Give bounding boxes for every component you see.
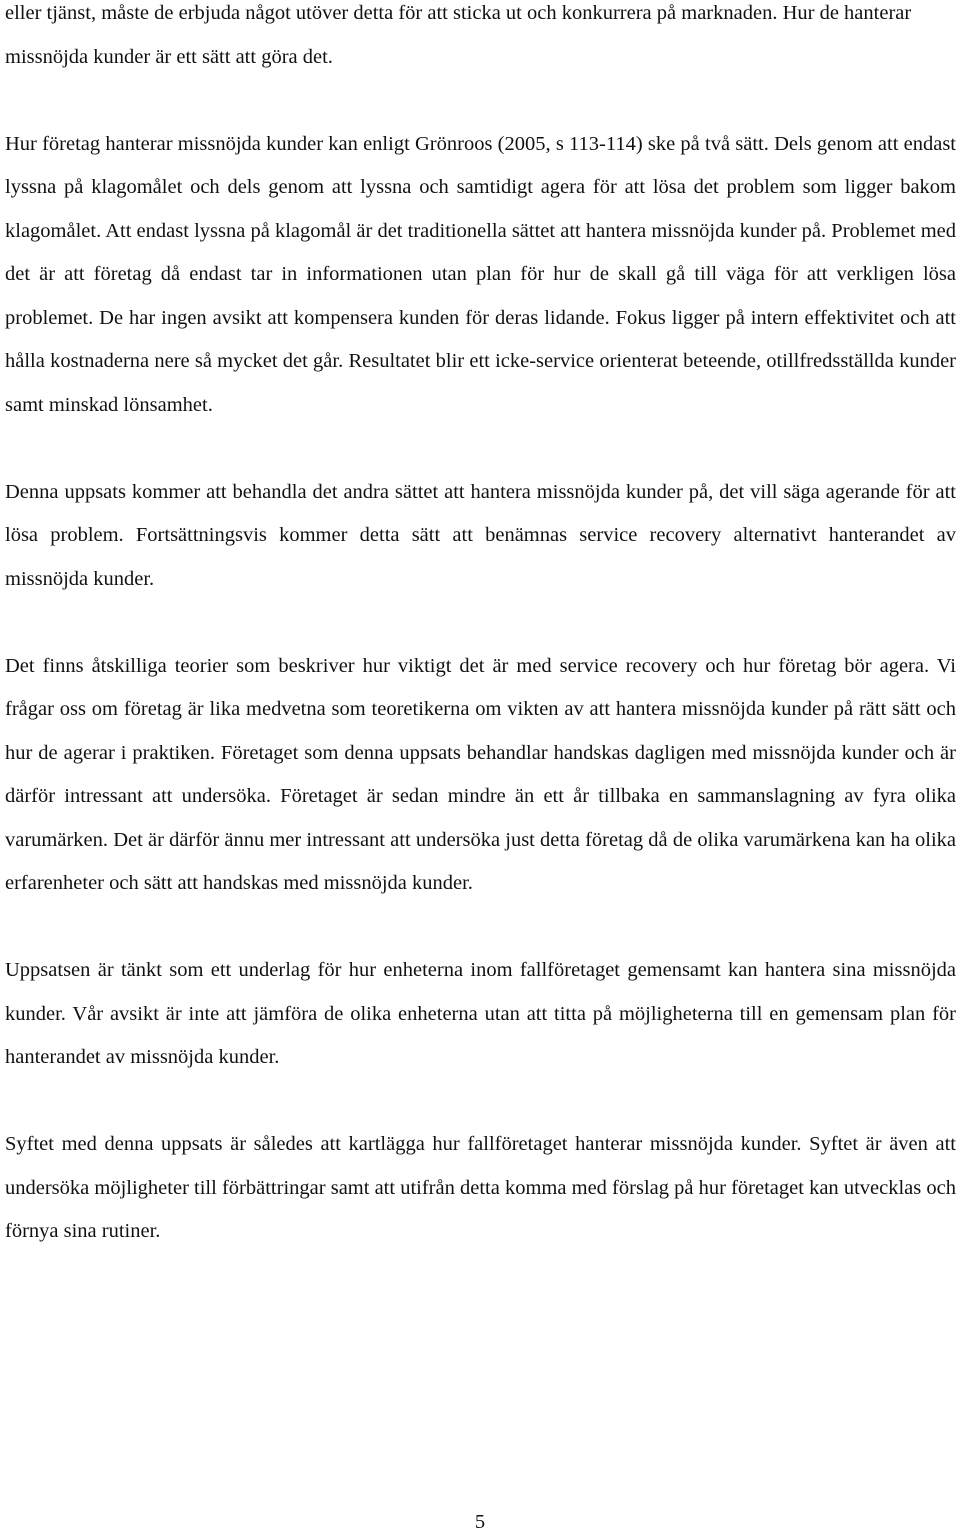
paragraph-3: Denna uppsats kommer att behandla det andra sättet att hantera missnöjda kunder på, det vill säga agerande för att lösa problem. Fortsättningsvis kommer detta sätt att benämnas service recovery alternativt hanterandet av missnöjda kunder. [5,480,956,590]
paragraph-1: eller tjänst, måste de erbjuda något utöver detta för att sticka ut och konkurrera på marknaden. Hur de hanterar missnöjda kunder är ett sätt att göra det. [5,2,912,68]
page-body [5,0,956,1254]
paragraph-5: Uppsatsen är tänkt som ett underlag för hur enheterna inom fallföretaget gemensamt kan hantera sina missnöjda kunder. Vår avsikt är inte att jämföra de olika enheterna utan att titta på möjligheterna till en gemensam plan för hanterandet av missnöjda kunder. [5,959,956,1068]
paragraph-2: Hur företag hanterar missnöjda kunder kan enligt Grönroos (2005, s 113-114) ske på två sätt. Dels genom att endast lyssna på klagomålet och dels genom att lyssna och samtidigt agera för att lösa det problem som ligger bakom klagomålet. Att endast lyssna på klagomål är det traditionella sättet att hantera missnöjda kunder på. Problemet med det är att företag då endast tar in informationen utan plan för hur de skall gå till väga för att verkligen lösa problemet. De har ingen avsikt att kompensera kunden för deras lidande. Fokus ligger på intern effektivitet och att hålla kostnaderna nere så mycket det går. Resultatet blir ett icke-service orienterat beteende, otillfredsställda kunder samt minskad lönsamhet. [5,132,956,416]
paragraph-4: Det finns åtskilliga teorier som beskriver hur viktigt det är med service recovery och hur företag bör agera. Vi frågar oss om företag är lika medvetna som teoretikerna om vikten av att hantera missnöjda kunder på rätt sätt och hur de agerar i praktiken. Företaget som denna uppsats behandlar handskas dagligen med missnöjda kunder och är därför intressant att undersöka. Företaget är sedan mindre än ett år tillbaka en sammanslagning av fyra olika varumärken. Det är därför ännu mer intressant att undersöka just detta företag då de olika varumärkena kan ha olika erfarenheter och sätt att handskas med missnöjda kunder. [5,654,956,894]
page-number: 5 [474,1511,486,1533]
paragraph-6: Syftet med denna uppsats är således att kartlägga hur fallföretaget hanterar missnöjda kunder. Syftet är även att undersöka möjligheter till förbättringar samt att utifrån detta komma med förslag på hur företaget kan utvecklas och förnya sina rutiner. [5,1133,956,1242]
